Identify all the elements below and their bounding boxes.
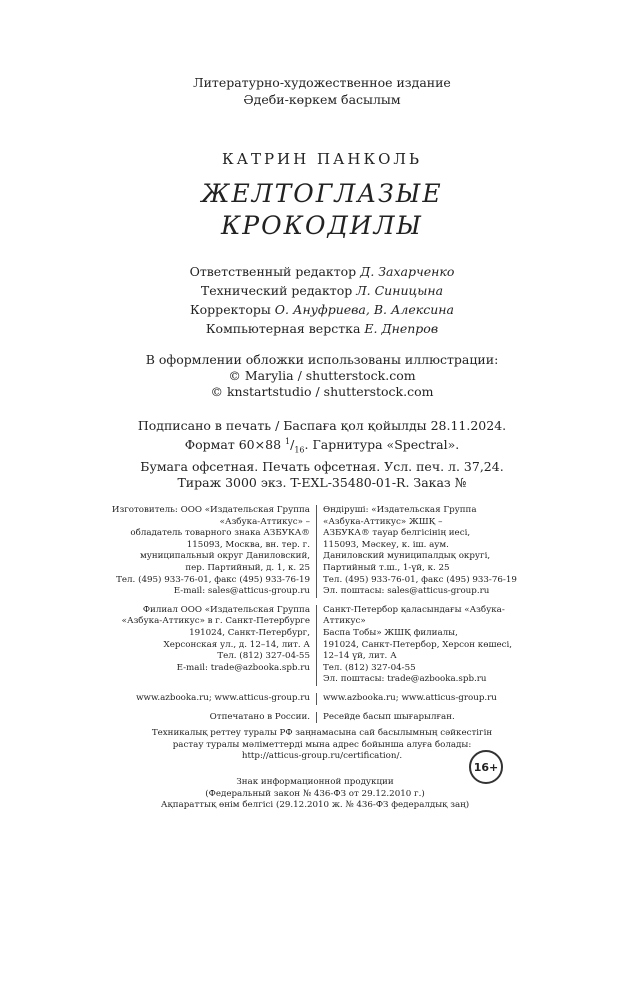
credit-row [0, 281, 644, 300]
illustration-credit: © knstartstudio / shutterstock.com [210, 384, 434, 399]
info-product-sign [150, 777, 480, 812]
book-title-line2: КРОКОДИЛЫ [220, 211, 424, 240]
info-line: 12–14 үй, лит. А [323, 651, 397, 662]
info-line: Эл. поштасы: sales@atticus-group.ru [323, 586, 490, 597]
credit-role: Ответственный редактор [189, 264, 357, 279]
credits [0, 262, 644, 338]
branch-row [104, 605, 540, 686]
info-line: 115093, Москва, вн. тер. г. [186, 539, 310, 550]
info-line: 191024, Санкт-Петербор, Херсон көшесі, [323, 639, 513, 650]
credit-role: Технический редактор [200, 283, 353, 298]
info-line: Изготовитель: ООО «Издательская Группа [111, 505, 310, 515]
websites-kz: www.azbooka.ru; www.atticus-group.ru [323, 692, 497, 703]
edition-type-ru: Литературно-художественное издание [193, 75, 451, 90]
book-title [0, 178, 644, 242]
printed-in-ru: Отпечатано в России. [104, 712, 317, 724]
credit-person: Е. Днепров [364, 321, 439, 336]
printed-in-kz: Ресейде басып шығарылған. [323, 711, 455, 722]
info-line: (Федеральный закон № 436-ФЗ от 29.12.2010 г.) [205, 788, 425, 799]
info-line: E-mail: sales@atticus-group.ru [173, 586, 310, 597]
info-line: 115093, Мәскеу, к. іш. аум. [323, 539, 449, 550]
info-line: 191024, Санкт-Петербург, [189, 627, 310, 638]
info-line: Даниловский муниципалдық округі, [323, 551, 491, 562]
info-line: Эл. поштасы: trade@azbooka.spb.ru [323, 674, 487, 685]
credit-row [0, 262, 644, 281]
illustration-credit: © Marylia / shutterstock.com [228, 368, 416, 383]
printing-info [0, 418, 644, 491]
info-line: пер. Партийный, д. 1, к. 25 [185, 562, 310, 573]
info-line: Партийный т.ш., 1-үй, к. 25 [323, 562, 450, 573]
format-denominator: 16 [294, 445, 305, 455]
websites-row [104, 693, 540, 705]
info-line: Санкт-Петербор қаласындағы «Азбука-Аттикус» [323, 604, 505, 627]
info-line: Тел. (495) 933-76-01, факс (495) 933-76-19 [116, 574, 310, 585]
credit-row [0, 300, 644, 319]
credit-person: О. Ануфриева, В. Алексина [274, 302, 454, 317]
format-prefix: Формат 60×88 [184, 437, 282, 453]
info-line: Филиал ООО «Издательская Группа [142, 604, 310, 615]
book-title-line1: ЖЕЛТОГЛАЗЫЕ [201, 179, 443, 208]
certification-url: http://atticus-group.ru/certification/. [241, 751, 403, 762]
author-name: КАТРИН ПАНКОЛЬ [221, 150, 423, 168]
websites-ru: www.azbooka.ru; www.atticus-group.ru [104, 693, 317, 705]
info-line: растау туралы мәліметтерді мына адрес бойынша алуға болады: [172, 739, 472, 750]
info-line: «Азбука-Аттикус» ЖШҚ – [323, 516, 443, 527]
credit-role: Компьютерная верстка [205, 321, 361, 336]
info-line: «Азбука-Аттикус» в г. Санкт-Петербурге [121, 616, 310, 627]
info-line: «Азбука-Аттикус» – [219, 516, 310, 527]
branch-kz [317, 605, 540, 686]
publisher-info [104, 505, 540, 730]
info-line: Ақпараттық өнім белгісі (29.12.2010 ж. № 436-ФЗ федералдық заң) [160, 800, 470, 811]
info-line: обладатель товарного знака АЗБУКА® [130, 528, 310, 539]
print-run: Тираж 3000 экз. T-EXL-35480-01-R. Заказ № [177, 474, 467, 490]
format-numerator: 1 [285, 437, 291, 446]
info-line: муниципальный округ Даниловский, [139, 551, 310, 562]
manufacturer-row [104, 505, 540, 598]
info-line: Херсонская ул., д. 12–14, лит. А [163, 639, 310, 650]
info-line: Тел. (495) 933-76-01, факс (495) 933-76-19 [323, 574, 517, 585]
branch-ru [104, 605, 317, 686]
edition-type [0, 74, 644, 108]
illustration-intro: В оформлении обложки использованы иллюстрации: [145, 352, 499, 367]
manufacturer-ru [104, 505, 317, 598]
printed-in-row [104, 712, 540, 724]
info-line: Тел. (812) 327-04-55 [323, 662, 416, 673]
illustration-credits [0, 352, 644, 400]
manufacturer-kz [317, 505, 540, 598]
info-line: Техникалық реттеу туралы РФ заңнамасына сай басылымның сәйкестігін [151, 728, 493, 738]
format-suffix: . Гарнитура «Spectral». [304, 437, 460, 453]
credit-person: Д. Захарченко [360, 264, 455, 279]
info-line: Өндіруші: «Издательская Группа [323, 505, 477, 515]
info-line: Баспа Тобы» ЖШҚ филиалы, [323, 627, 458, 638]
format-info: Формат 60×88 $^1/_{16}$. Гарнитура «Spectral». [184, 437, 460, 455]
edition-type-kz: Әдеби-көркем басылым [243, 92, 401, 107]
info-line: Знак информационной продукции [236, 777, 394, 787]
credit-row [0, 319, 644, 338]
info-line: АЗБУКА® тауар белгісінің иесі, [323, 528, 471, 539]
age-rating-badge: 16+ [469, 750, 503, 784]
credit-person: Л. Синицына [356, 283, 444, 298]
info-line: Тел. (812) 327-04-55 [217, 651, 310, 662]
signed-date: Подписано в печать / Баспаға қол қойылды 28.11.2024. [137, 418, 507, 433]
paper-info: Бумага офсетная. Печать офсетная. Усл. печ. л. 37,24. [140, 458, 504, 474]
credit-role: Корректоры [189, 302, 271, 317]
info-line: E-mail: trade@azbooka.spb.ru [176, 662, 310, 673]
